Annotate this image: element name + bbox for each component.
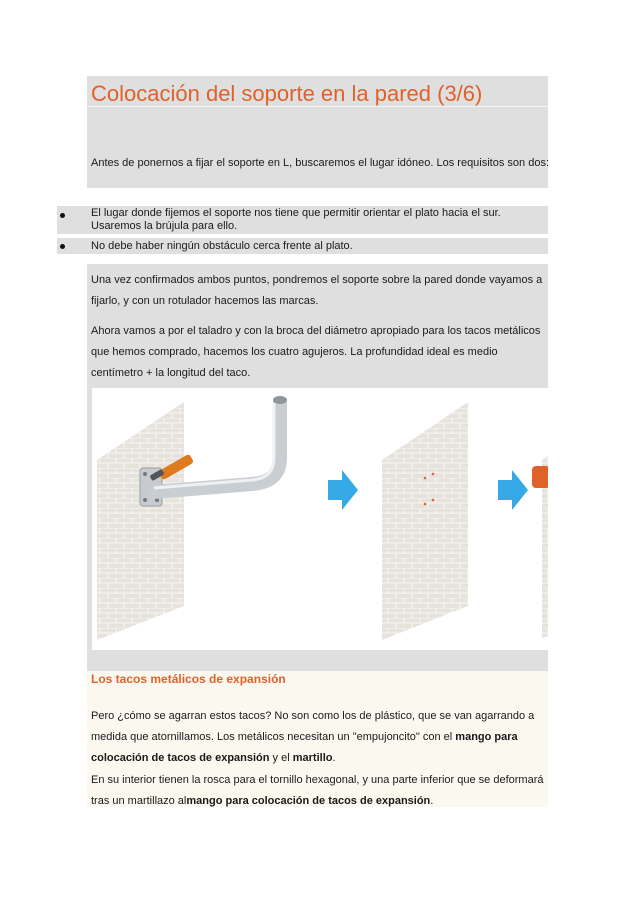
- paragraph-3: [91, 706, 549, 769]
- arrow-right-icon: [328, 470, 358, 510]
- bullet-text-1: El lugar donde fijemos el soporte nos tiene que permitir orientar el plato hacia el sur. Usaremos la brújula para ello.: [91, 207, 501, 232]
- bullet-text-2: No debe haber ningún obstáculo cerca frente al plato.: [91, 240, 353, 252]
- paragraph-4-text: .: [430, 795, 434, 807]
- paragraph-3-bold-1: mango para colocación de tacos de expansión: [91, 731, 518, 764]
- intro-text: Antes de ponernos a fijar el soporte en L, buscaremos el lugar idóneo. Los requisitos son dos:: [91, 157, 549, 169]
- drill: [532, 466, 548, 488]
- paragraph-3-bold-2: martillo: [292, 752, 333, 764]
- section-heading: Los tacos metálicos de expansión: [91, 672, 286, 686]
- bullet-item-1: [0, 206, 548, 234]
- paragraph-3-text: y el: [269, 752, 293, 764]
- paragraph-3-text: Pero ¿cómo se agarran estos tacos? No son como los de plástico, que se van agarrando a medida que atornillamos. Los metálicos necesitan un "empujoncito" con el: [91, 710, 535, 743]
- wall-2: [382, 402, 468, 640]
- paragraph-2: Ahora vamos a por el taladro y con la broca del diámetro apropiado para los tacos metálicos que hemos comprado, hacemos los cuatro agujeros. La profundidad ideal es medio centímetro + la longitud del taco.: [91, 325, 541, 379]
- paragraph-3-text: .: [332, 752, 336, 764]
- bullet-icon: [60, 213, 65, 218]
- wall-1: [97, 402, 184, 640]
- paragraph-4: [91, 770, 549, 812]
- paragraph-1: Una vez confirmados ambos puntos, pondremos el soporte sobre la pared donde vayamos a fijarlo, y con un rotulador hacemos las marcas.: [91, 274, 543, 307]
- paragraph-4-bold: mango para colocación de tacos de expansión: [186, 795, 431, 807]
- illustration: [92, 388, 548, 650]
- bullet-icon: [60, 244, 65, 249]
- arrow-right-icon: [498, 470, 528, 510]
- mounting-steps-illustration: [92, 388, 548, 650]
- bullet-item-2: [0, 240, 548, 254]
- page-title: Colocación del soporte en la pared (3/6): [91, 81, 483, 106]
- paragraph-4-text: En su interior tienen la rosca para el tornillo hexagonal, y una parte inferior que se deformará tras un martillazo al: [91, 774, 544, 807]
